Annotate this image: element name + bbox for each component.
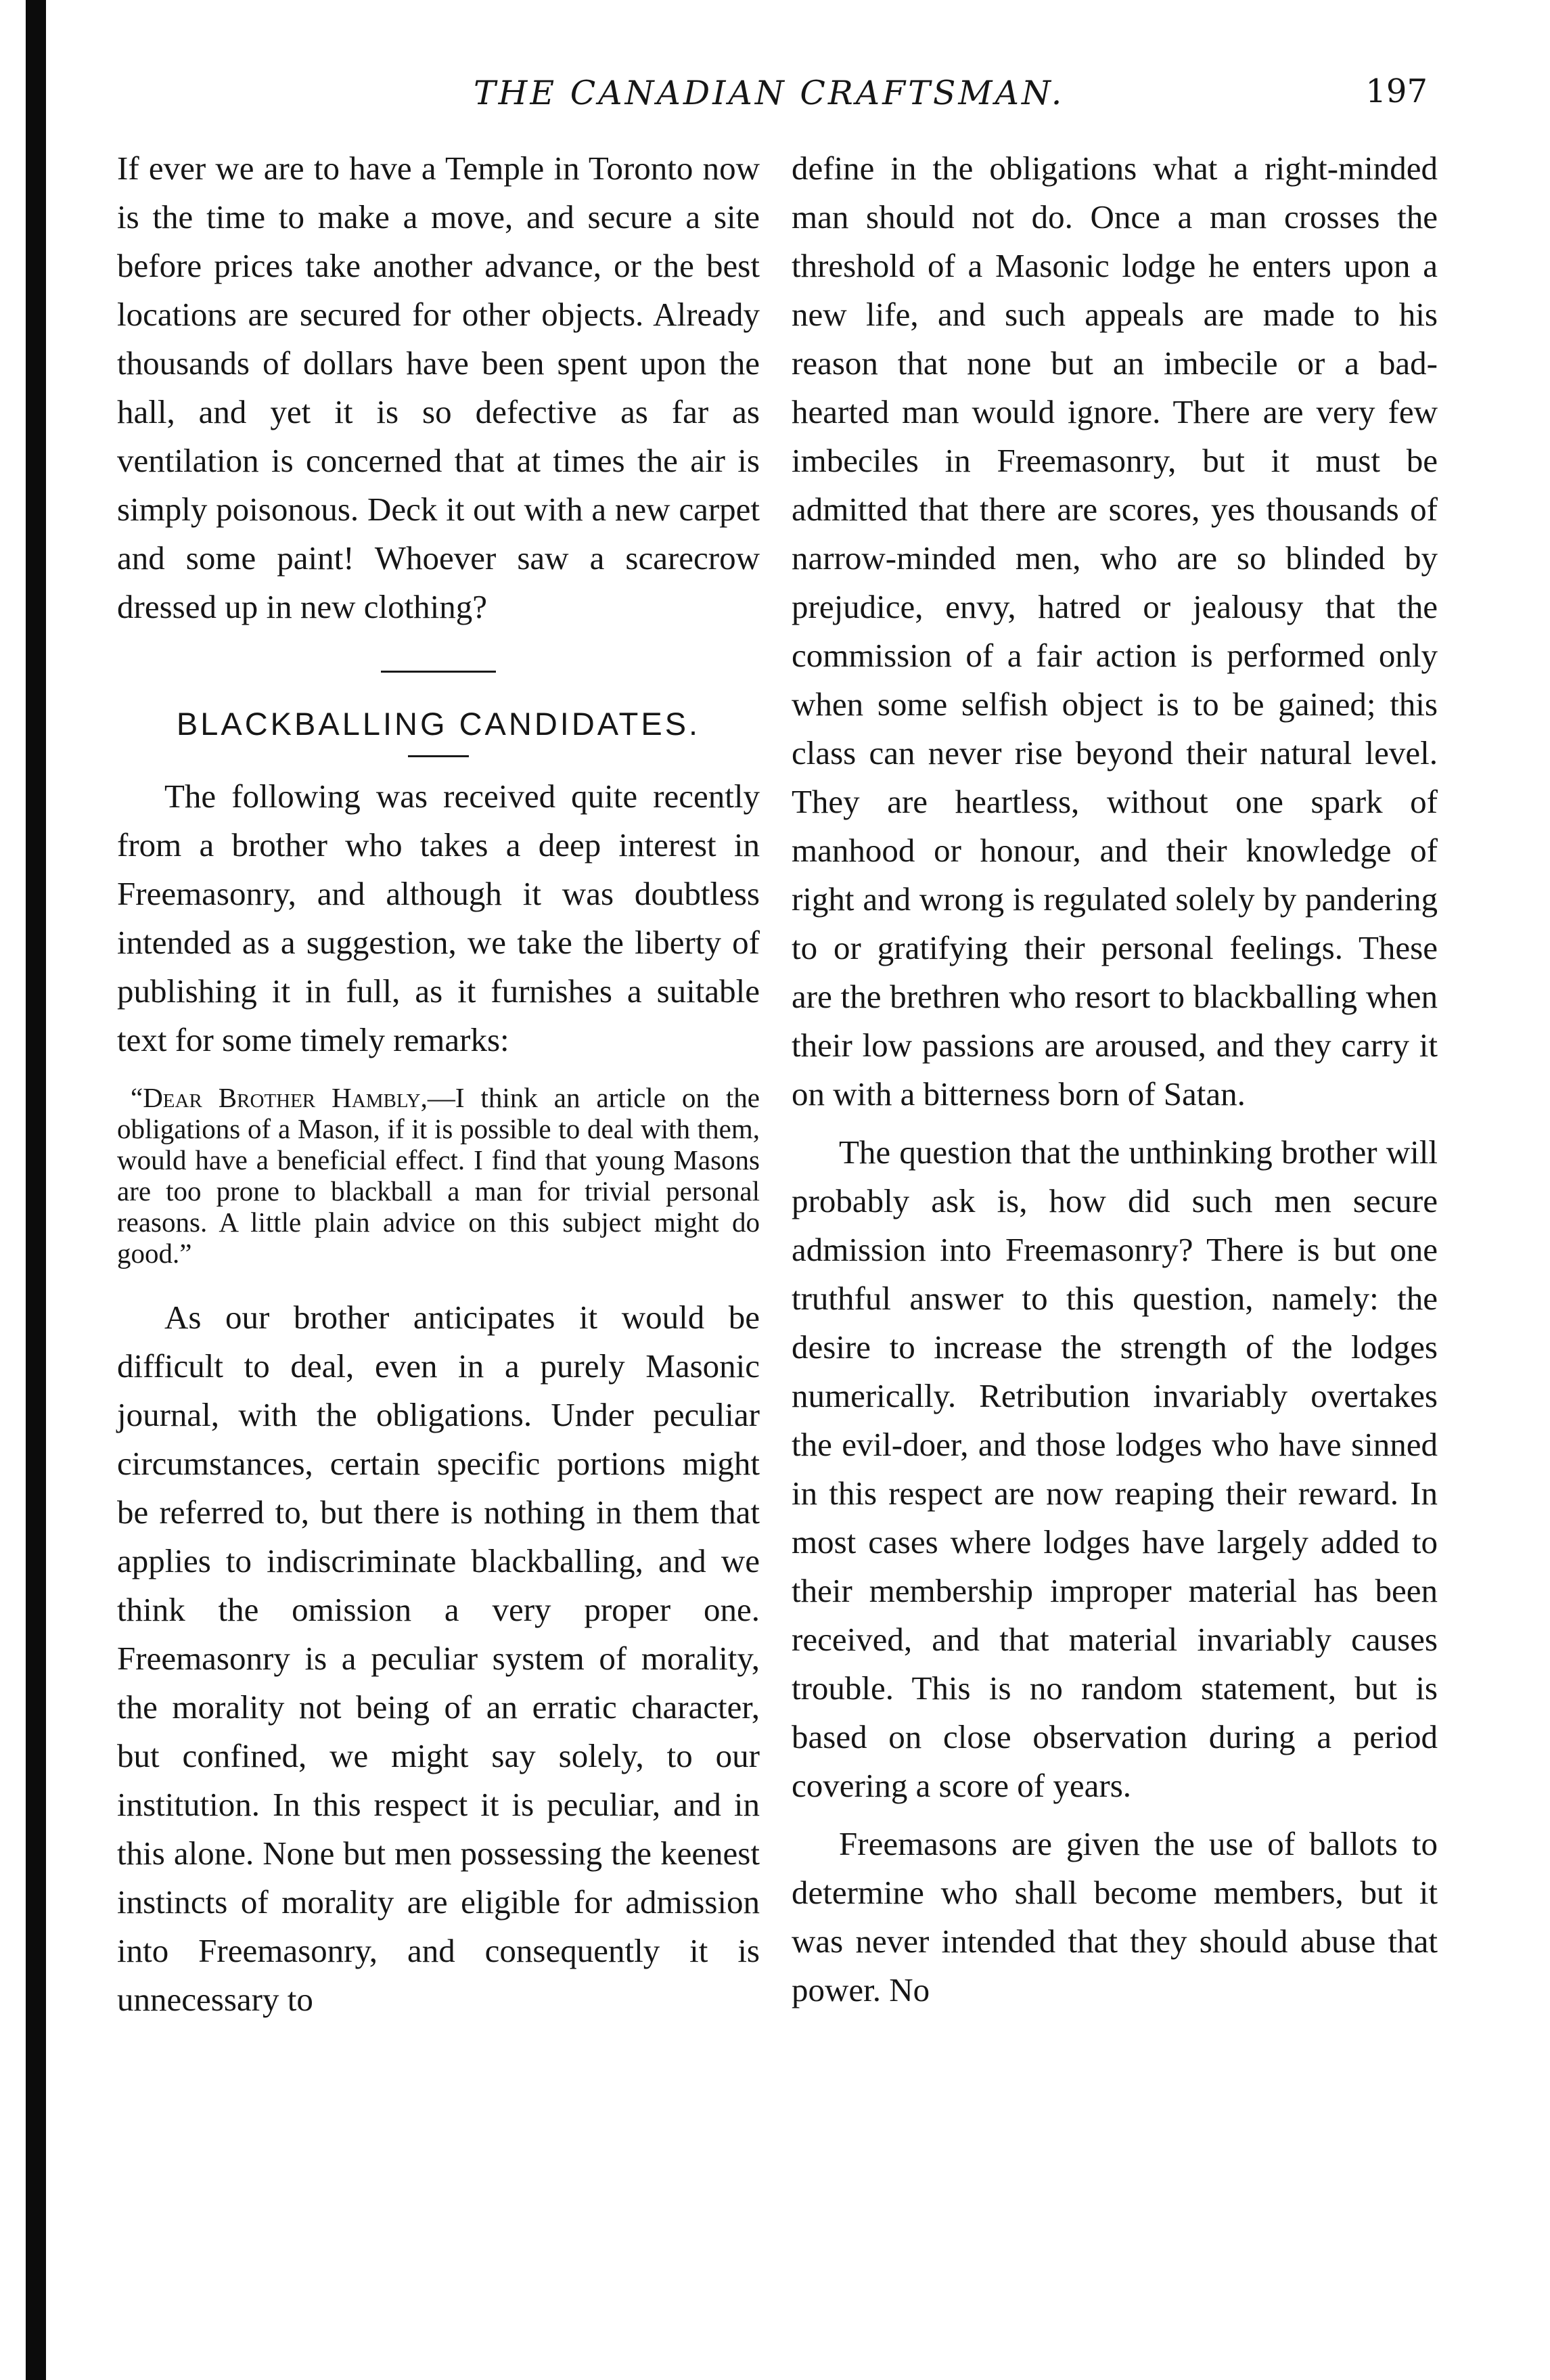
- page-binding-edge: [26, 0, 46, 2380]
- obligations-paragraph: As our brother anticipates it would be difficult to deal, even in a purely Masonic journal, with the obligations. Under peculiar circumstances, certain specific portions might be referred to, but there is nothing in them that applies to indiscriminate blackballing, and we think the omission a very proper one. Freemasonry is a peculiar system of morality, the morality not being of an erratic character, but confined, we might say solely, to our institution. In this respect it is peculiar, and in this alone. None but men possessing the keenest instincts of morality are eligible for admission into Freemasonry, and consequently it is unnecessary to: [117, 1299, 760, 2018]
- ballots-paragraph: Freemasons are given the use of ballots to determine who shall become members, but it was never intended that they should abuse that power. No: [792, 1825, 1438, 2008]
- section-heading: BLACKBALLING CANDIDATES.: [176, 706, 701, 742]
- question-paragraph: The question that the unthinking brother will probably ask is, how did such men secure admission into Freemasonry? There is but one truthful answer to this question, namely: the desire to increase the strength of the lodges numerically. Retribution invariably overtakes the evil-doer, and those lodges who have sinned in this respect are now reaping their reward. In most cases where lodges have largely added to their membership improper material has been received, and that material invariably causes trouble. This is no random statement, but is based on close observation during a period covering a score of years.: [792, 1133, 1438, 1804]
- page-binding-gap: [46, 0, 51, 2380]
- temple-paragraph: If ever we are to have a Temple in Toronto now is the time to make a move, and secure a site before prices take another advance, or the best locations are secured for other objects. Already thousands of dollars have been spent upon the hall, and yet it is so defective as far as ventilation is concerned that at times the air is simply poisonous. Deck it out with a new carpet and some paint! Whoever saw a scarecrow dressed up in new clothing?: [117, 150, 760, 625]
- letter-quote: [117, 1082, 760, 1269]
- running-title: THE CANADIAN CRAFTSMAN.: [474, 74, 1065, 112]
- continuation-paragraph: define in the obligations what a right-minded man should not do. Once a man crosses the threshold of a Masonic lodge he enters upon a new life, and such appeals are made to his reason that none but an imbecile or a bad-hearted man would ignore. There are very few imbeciles in Freemasonry, but it must be admitted that there are scores, yes thousands of narrow-minded men, who are so blinded by prejudice, envy, hatred or jealousy that the commission of a fair action is performed only when some selfish object is to be gained; this class can never rise beyond their natural level. They are heartless, without one spark of manhood or honour, and their knowledge of right and wrong is regulated solely by pandering to or gratifying their personal feelings. These are the brethren who resort to blackballing when their low passions are aroused, and they carry it on with a bitterness born of Satan.: [792, 150, 1438, 1113]
- intro-paragraph: The following was received quite recently from a brother who takes a deep interest in Freemasonry, and although it was doubtless intended as a suggestion, we take the liberty of publishing it in full, as it furnishes a suitable text for some timely remarks:: [117, 778, 760, 1058]
- left-column: [117, 144, 760, 2024]
- page-header: [115, 64, 1461, 125]
- quote-body: —I think an article on the obligations of a Mason, if it is possible to deal with them, would have a beneficial effect. I find that young Masons are too prone to blackball a man for trivial personal reasons. A little plain advice on this subject might do good.”: [117, 1082, 760, 1269]
- section-separator: [381, 671, 496, 673]
- quote-salutation: “Dear Brother Hambly,: [131, 1082, 428, 1113]
- right-column: [792, 144, 1438, 2015]
- page-number: 197: [1365, 72, 1428, 110]
- heading-rule: [408, 755, 469, 757]
